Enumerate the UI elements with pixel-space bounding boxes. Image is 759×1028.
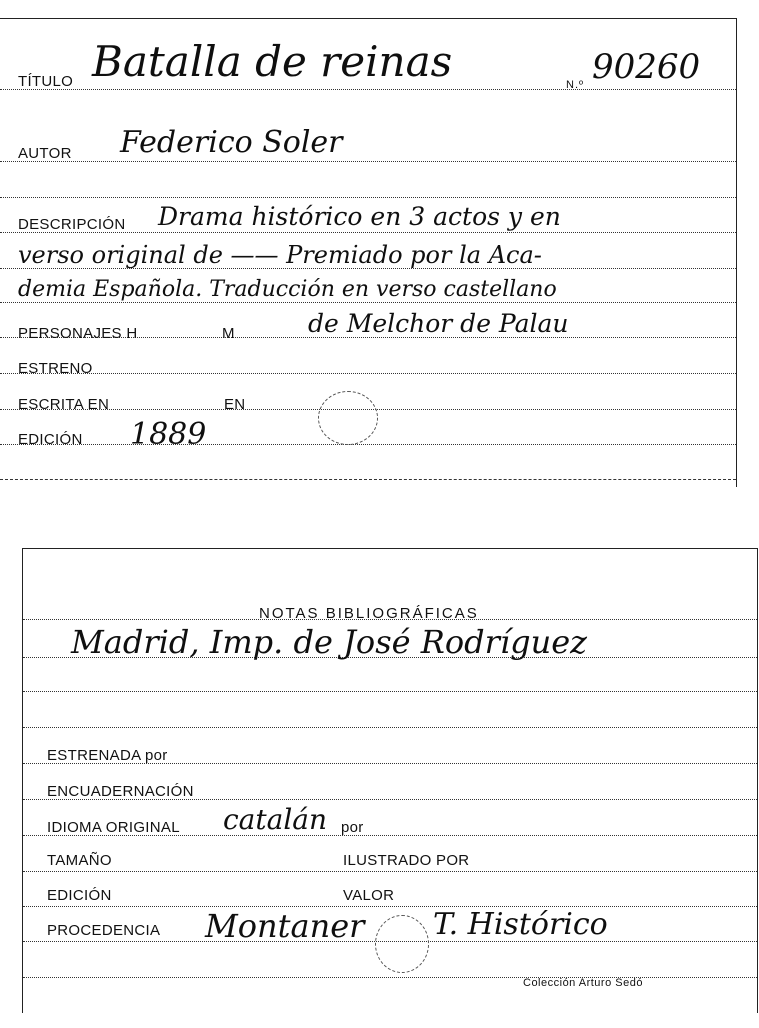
por-label: por bbox=[341, 819, 364, 836]
rule-line bbox=[23, 727, 757, 728]
punch-hole bbox=[375, 915, 429, 973]
numero-handwriting: 90260 bbox=[592, 47, 701, 87]
procedencia-label: PROCEDENCIA bbox=[47, 922, 161, 939]
descripcion-label: DESCRIPCIÓN bbox=[18, 216, 126, 233]
ilustrado-por-label: ILUSTRADO POR bbox=[343, 852, 470, 869]
rule-line bbox=[0, 444, 736, 445]
rule-line bbox=[23, 906, 757, 907]
en-label: EN bbox=[224, 396, 246, 413]
rule-line bbox=[23, 871, 757, 872]
personajes-label: PERSONAJES H bbox=[18, 325, 138, 342]
autor-handwriting: Federico Soler bbox=[120, 125, 343, 160]
rule-line bbox=[0, 161, 736, 162]
notas-bibliograficas-heading: NOTAS BIBLIOGRÁFICAS bbox=[259, 605, 479, 622]
rule-line bbox=[0, 89, 736, 90]
edicion-label-2: EDICIÓN bbox=[47, 887, 112, 904]
descripcion-line-4: de Melchor de Palau bbox=[308, 309, 569, 338]
numero-label: N.º bbox=[566, 79, 585, 91]
procedencia-handwriting-1: Montaner bbox=[205, 907, 365, 945]
card-bottom-line bbox=[0, 479, 736, 480]
estreno-label: ESTRENO bbox=[18, 360, 93, 377]
rule-line bbox=[23, 691, 757, 692]
edicion-label: EDICIÓN bbox=[18, 431, 83, 448]
punch-hole bbox=[318, 391, 378, 445]
catalog-card-front bbox=[0, 18, 737, 487]
coleccion-footer: Colección Arturo Sedó bbox=[523, 977, 643, 989]
valor-label: VALOR bbox=[343, 887, 395, 904]
mujeres-label: M bbox=[222, 325, 235, 342]
escrita-en-label: ESCRITA EN bbox=[18, 396, 110, 413]
descripcion-line-1: Drama histórico en 3 actos y en bbox=[158, 202, 561, 231]
rule-line bbox=[23, 977, 757, 978]
descripcion-line-2: verso original de —— Premiado por la Aca- bbox=[18, 241, 542, 269]
rule-line bbox=[0, 373, 736, 374]
catalog-card-back bbox=[22, 548, 758, 1013]
autor-label: AUTOR bbox=[18, 145, 72, 162]
estrenada-label: ESTRENADA por bbox=[47, 747, 168, 764]
procedencia-handwriting-2: T. Histórico bbox=[433, 907, 608, 942]
tamano-label: TAMAÑO bbox=[47, 852, 112, 869]
idioma-original-label: IDIOMA ORIGINAL bbox=[47, 819, 180, 836]
idioma-handwriting: catalán bbox=[223, 803, 328, 836]
rule-line bbox=[0, 197, 736, 198]
titulo-handwriting: Batalla de reinas bbox=[92, 37, 453, 86]
titulo-label: TÍTULO bbox=[18, 73, 74, 90]
descripcion-line-3: demia Española. Traducción en verso castellano bbox=[18, 277, 557, 302]
encuadernacion-label: ENCUADERNACIÓN bbox=[47, 783, 194, 800]
rule-line bbox=[0, 302, 736, 303]
notas-handwriting: Madrid, Imp. de José Rodríguez bbox=[71, 623, 587, 661]
edicion-handwriting: 1889 bbox=[130, 417, 207, 452]
